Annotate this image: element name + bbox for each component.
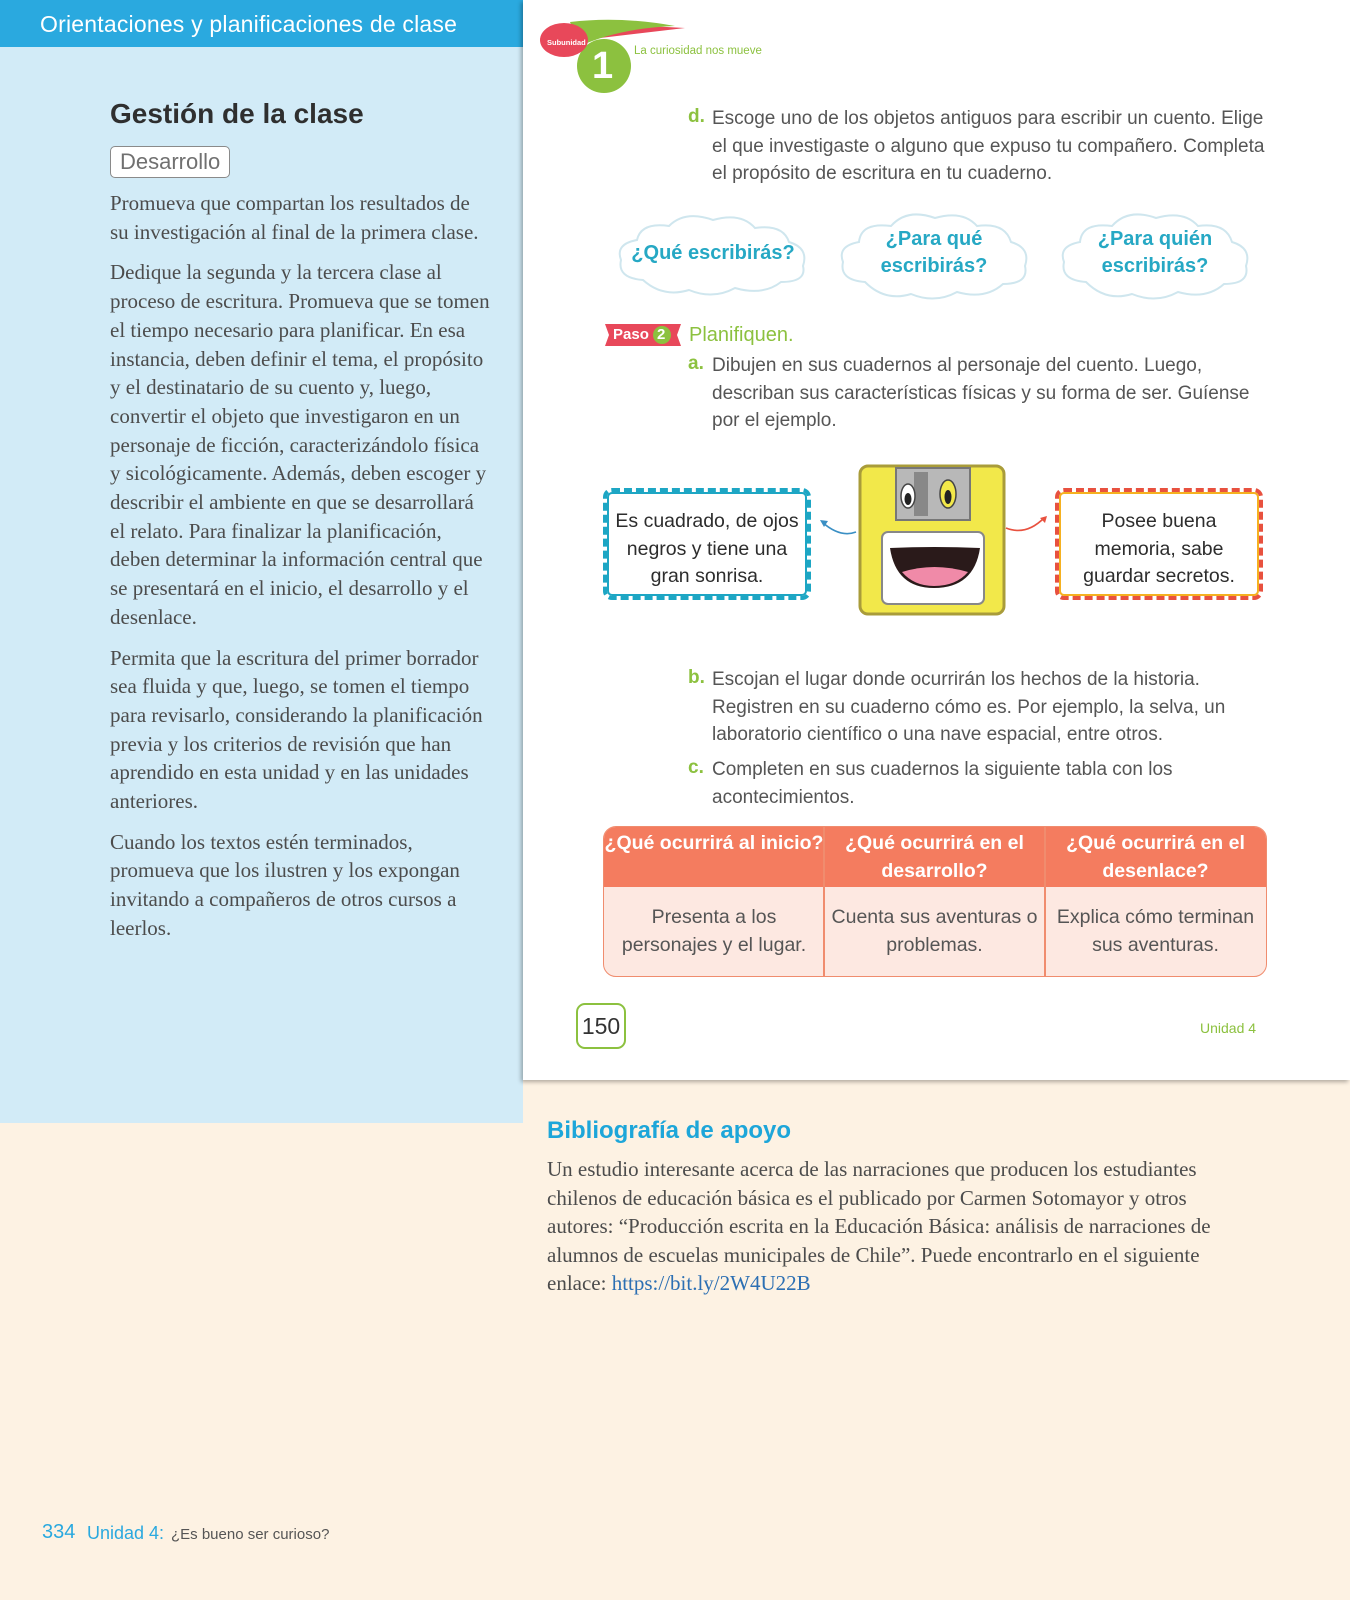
table-cell-text: Explica cómo terminan sus aventuras. — [1056, 906, 1255, 956]
guide-text — [110, 189, 490, 955]
guide-paragraph: Cuando los textos estén terminados, promueva que los ilustren y los expongan invitando a compañeros de otros cursos a leerlos. — [110, 829, 460, 940]
table-header: ¿Qué ocurrirá al inicio? — [604, 827, 824, 887]
bibliography-body: Un estudio interesante acerca de las narraciones que producen los estudiantes chilenos de educación básica es el publicado por Carmen Sotomayor y otros autores: “Producción escrita en la Educación Básica: análisis de narraciones de alumnos de escuelas municipales de Chile”. Puede encontrarlo en el siguiente enlace: — [547, 1157, 1211, 1295]
item-letter: b. — [688, 667, 705, 688]
subunit-number: 1 — [592, 45, 614, 87]
bibliography-text — [547, 1155, 1247, 1298]
cloud-text: ¿Para quién escribirás? — [1097, 228, 1213, 277]
cloud-text: ¿Para qué escribirás? — [880, 228, 988, 277]
table-cell-text: Cuenta sus aventuras o problemas. — [831, 906, 1038, 956]
paso-title: Planifiquen. — [689, 324, 794, 346]
item-a-text: Dibujen en sus cuadernos al personaje del cuento. Luego, describan sus características físicas y su forma de ser. Guíense por el ejemplo. — [712, 355, 1250, 431]
unit-label: Unidad 4 — [1200, 1020, 1257, 1036]
cloud-text: ¿Qué escribirás? — [631, 242, 795, 264]
guide-paragraph: Dedique la segunda y la tercera clase al proceso de escritura. Promueva que se tomen el tiempo necesario para planificar. En esa instancia, deben definir el tema, el propósito y el destinatario de su cuento y, luego, convertir el objeto que investigaron en un personaje de ficción, caracterizándolo física y sicológicamente. Además, deben escoger y describir el ambiente en que se desarrollará el relato. Para finalizar la planificación, deben determinar la información central que se presentará en el inicio, el desarrollo y el desenlace. — [110, 260, 490, 629]
paso-label: Paso — [613, 326, 649, 343]
guide-paragraph: Permita que la escritura del primer borrador sea fluida y que, luego, se tomen el tiempo para revisarlo, considerando la planificación previa y los criterios de revisión que han aprendido en esta unidad y en las unidades anteriores. — [110, 645, 483, 814]
section-title: Gestión de la clase — [110, 98, 364, 129]
footer-page-number: 334 — [42, 1521, 76, 1543]
book-page-number: 150 — [576, 1003, 626, 1049]
table-cell — [604, 887, 824, 976]
table-divider — [823, 827, 825, 976]
item-d-text: Escoge uno de los objetos antiguos para escribir un cuento. Elige el que investigaste o alguno que expuso tu compañero. Completa el propósito de escritura en tu cuaderno. — [712, 108, 1265, 184]
table-cell-text: Presenta a los personajes y el lugar. — [621, 906, 807, 956]
item-letter: a. — [688, 353, 704, 374]
table-header: ¿Qué ocurrirá en el desenlace? — [1045, 827, 1266, 887]
events-table — [603, 826, 1267, 977]
item-b-text: Escojan el lugar donde ocurrirán los hechos de la historia. Registren en su cuaderno cómo es. Por ejemplo, la selva, un laboratorio científico o una nave espacial, entre otros. — [712, 669, 1226, 745]
subunit-title: La curiosidad nos mueve — [634, 45, 762, 57]
floppy-disk-character-icon — [856, 462, 1012, 618]
table-divider — [1044, 827, 1046, 976]
personality-traits-box: Posee buena memoria, sabe guardar secretos. — [1055, 488, 1263, 600]
table-header: ¿Qué ocurrirá en el desarrollo? — [824, 827, 1045, 887]
footer-unit: Unidad 4: — [87, 1523, 165, 1543]
guide-paragraph: Promueva que compartan los resultados de su investigación al final de la primera clase. — [110, 191, 479, 244]
bibliography-link[interactable]: https://bit.ly/2W4U22B — [611, 1271, 811, 1295]
paso-number: 2 — [657, 326, 666, 343]
table-cell — [1045, 887, 1266, 976]
table-cell — [824, 887, 1045, 976]
bibliography-title: Bibliografía de apoyo — [547, 1117, 792, 1144]
physical-traits-box: Es cuadrado, de ojos negros y tiene una gran sonrisa. — [603, 488, 811, 600]
item-letter: c. — [688, 757, 704, 778]
footer-question: ¿Es bueno ser curioso? — [171, 1526, 330, 1543]
header-title: Orientaciones y planificaciones de clase — [40, 11, 458, 37]
arrow-left-icon — [818, 508, 858, 538]
item-c-text: Completen en sus cuadernos la siguiente tabla con los acontecimientos. — [712, 759, 1173, 808]
desarrollo-badge: Desarrollo — [110, 146, 230, 178]
item-letter: d. — [688, 106, 705, 127]
subunit-label: Subunidad — [547, 38, 586, 47]
